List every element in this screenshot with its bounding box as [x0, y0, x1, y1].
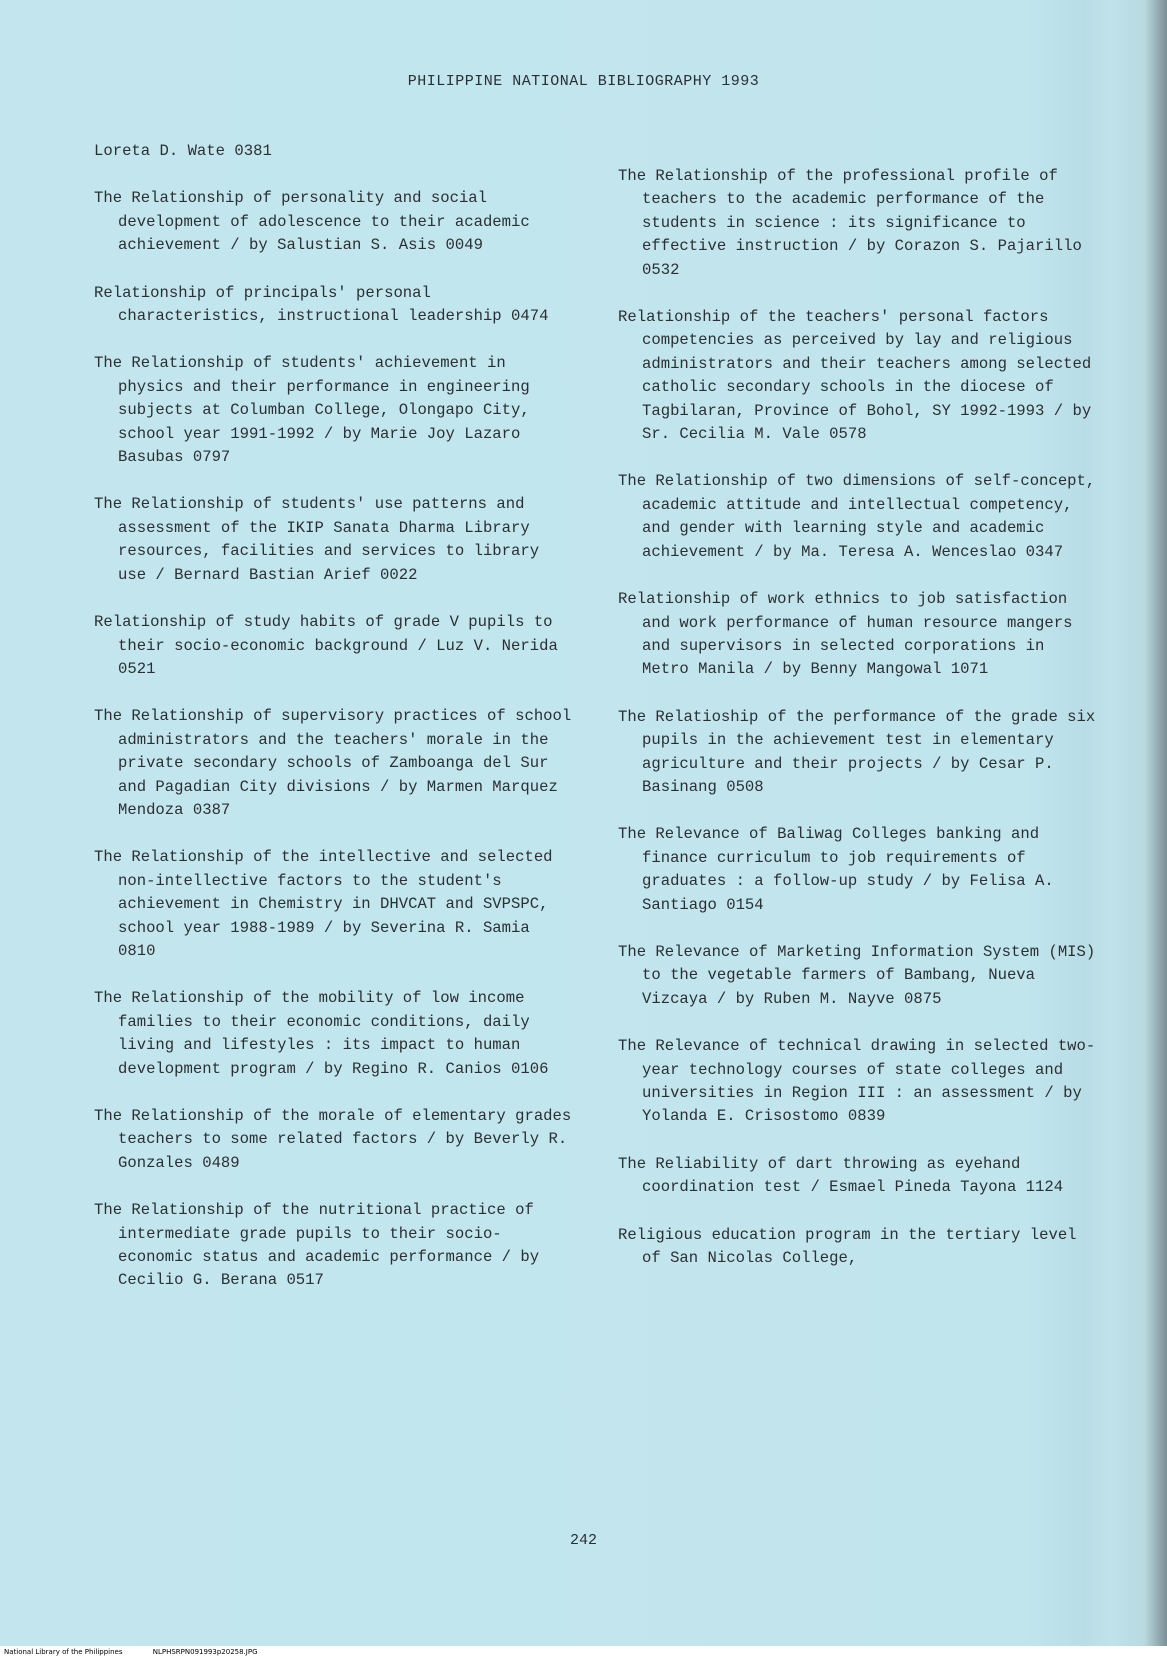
bibliography-entry: The Relationship of the professional profile of teachers to the academic performance of the students in science : its significance to effective instruction / by Corazon S. Pajarillo 0532 — [618, 167, 1082, 279]
bibliography-entry: Relationship of principals' personal characteristics, instructional leadership 0474 — [94, 283, 549, 326]
bibliography-entry: The Relevance of Baliwag Colleges banking and finance curriculum to job requirements of graduates : a follow-up study / by Felisa A. Santiago 0154 — [618, 825, 1054, 914]
bibliography-entry: The Relationship of two dimensions of self-concept, academic attitude and intellectual competency, and gender with learning style and academic achievement / by Ma. Teresa A. Wenceslao 0347 — [618, 472, 1096, 561]
bibliography-entry: The Relationship of students' achievement in physics and their performance in engineering subjects at Columban College, Olongapo City, school year 1991-1992 / by Marie Joy Lazaro Basubas 0797 — [94, 354, 530, 467]
bibliography-entry: The Relevance of Marketing Information System (MIS) to the vegetable farmers of Bambang, Nueva Vizcaya / by Ruben M. Nayve 0875 — [618, 942, 1096, 1008]
bibliography-entry: The Relationship of students' use patterns and assessment of the IKIP Sanata Dharma Library resources, facilities and services to library use / Bernard Bastian Arief 0022 — [94, 495, 540, 584]
bibliography-entry: The Relevance of technical drawing in selected two-year technology courses of state colleges and universities in Region III : an assessment / by Yolanda E. Crisostomo 0839 — [618, 1037, 1096, 1126]
bibliography-entry: Loreta D. Wate 0381 — [94, 142, 272, 160]
scan-footer — [0, 1646, 1167, 1658]
left-column — [94, 140, 574, 1317]
running-head: PHILIPPINE NATIONAL BIBLIOGRAPHY 1993 — [407, 73, 760, 90]
right-column — [618, 165, 1098, 1294]
bibliography-entry: Relationship of the teachers' personal factors competencies as perceived by lay and religious administrators and their teachers among selected catholic secondary schools in the diocese of Tagbilaran, Province of Bohol, SY 1992-1993 / by Sr. Cecilia M. Vale 0578 — [618, 308, 1092, 444]
bibliography-entry: The Relationship of supervisory practices of school administrators and the teachers' morale in the private secondary schools of Zamboanga del Sur and Pagadian City divisions / by Marmen Marquez Mendoza 0387 — [94, 707, 572, 819]
bibliography-entry: The Relatioship of the performance of the grade six pupils in the achievement test in elementary agriculture and their projects / by Cesar P. Basinang 0508 — [618, 707, 1096, 796]
bibliography-entry: The Relationship of the mobility of low income families to their economic conditions, daily living and lifestyles : its impact to human development program / by Regino R. Canios 0106 — [94, 989, 549, 1078]
bibliography-entry: Relationship of work ethnics to job satisfaction and work performance of human resource mangers and supervisors in selected corporations in Metro Manila / by Benny Mangowal 1071 — [618, 590, 1073, 679]
bibliography-entry: Relationship of study habits of grade V pupils to their socio-economic background / Luz V. Nerida 0521 — [94, 613, 558, 678]
bibliography-entry: The Relationship of the morale of elementary grades teachers to some related factors / by Beverly R. Gonzales 0489 — [94, 1107, 572, 1172]
bibliography-entry: Religious education program in the tertiary level of San Nicolas College, — [618, 1225, 1077, 1268]
bibliography-entry: The Relationship of the intellective and selected non-intellective factors to the student's achievement in Chemistry in DHVCAT and SVPSPC, school year 1988-1989 / by Severina R. Samia 0810 — [94, 848, 553, 960]
bibliography-entry: The Relationship of the nutritional practice of intermediate grade pupils to their socio-economic status and academic performance / by Cecilio G. Berana 0517 — [94, 1201, 540, 1290]
page-spine-shadow — [1111, 0, 1167, 1658]
page-number: 242 — [569, 1532, 597, 1549]
source-library: National Library of the Philippines — [4, 1648, 123, 1656]
bibliography-entry: The Relationship of personality and social development of adolescence to their academic achievement / by Salustian S. Asis 0049 — [94, 189, 530, 255]
file-name: NLPHSRPN091993p20258.JPG — [152, 1648, 258, 1656]
bibliography-entry: The Reliability of dart throwing as eyehand coordination test / Esmael Pineda Tayona 1124 — [618, 1154, 1064, 1197]
